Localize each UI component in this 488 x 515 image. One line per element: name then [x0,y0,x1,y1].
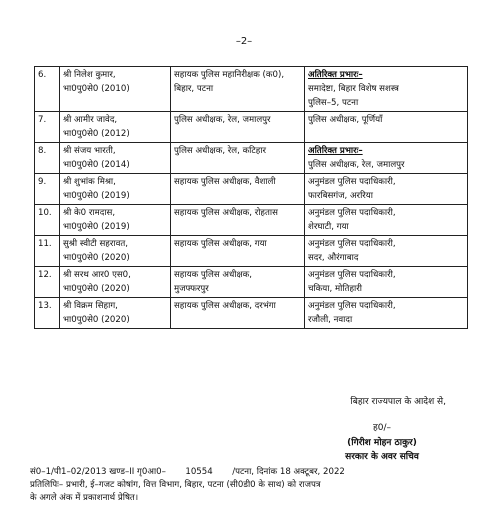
officer-name: श्री शुभांक मिश्रा, [63,177,116,187]
new-posting-line: अनुमंडल पुलिस पदाधिकारी, [308,208,396,218]
new-posting-line: फारबिसगंज, अररिया [308,191,374,201]
officer-service: भा0पु0से0 (2020) [63,253,130,263]
new-posting-line: समादेष्टा, बिहार विशेष सशस्त्र [308,84,399,94]
officer-service: भा0पु0से0 (2020) [63,284,130,294]
current-posting-line: पुलिस अधीक्षक, रेल, जमालपुर [174,115,271,125]
officer-name: श्री सरथ आर0 एस0, [63,270,131,280]
current-posting-cell [171,112,305,143]
officer-name: श्री संजय भारती, [63,146,116,156]
serial-number: 12. [38,270,52,280]
current-posting-cell [171,205,305,236]
officer-cell [60,174,171,205]
current-posting-line: सहायक पुलिस महानिरीक्षक (क0), [174,70,285,80]
new-posting-cell [305,112,468,143]
officer-service: भा0पु0से0 (2019) [63,222,130,232]
officer-service: भा0पु0से0 (2014) [63,160,130,170]
memo-block [30,466,470,505]
serial-number: 10. [38,208,52,218]
serial-cell [35,174,60,205]
officer-service: भा0पु0से0 (2012) [63,129,130,139]
table-row [35,143,468,174]
table-row [35,174,468,205]
table-row [35,298,468,329]
table-row [35,236,468,267]
signatory-name: (गिरीश मोहन ठाकुर) [347,438,417,448]
officer-cell [60,267,171,298]
new-posting-line: रजौली, नवादा [308,315,353,325]
new-posting-line: पुलिस–5, पटना [308,98,359,108]
new-posting-line: चकिया, मोतिहारी [308,284,362,294]
copy-line-1: प्रतिलिपिः– प्रभारी, ई–गजट कोषांग, वित्त विभाग, बिहार, पटना (सी0डी0 के साथ) को राजपत्र [30,480,321,490]
new-posting-line: शेरघाटी, गया [308,222,349,232]
serial-cell [35,267,60,298]
current-posting-line: सहायक पुलिस अधीक्षक, [174,270,252,280]
new-posting-cell [305,67,468,112]
serial-number: 11. [38,239,52,249]
serial-number: 13. [38,301,52,311]
table-row [35,267,468,298]
current-posting-line: बिहार, पटना [174,84,214,94]
current-posting-line: मुजफ्फरपुर [174,284,209,294]
new-posting-cell [305,236,468,267]
serial-number: 6. [38,70,47,80]
memo-place-date: /पटना, दिनांक 18 अक्टूबर, 2022 [232,467,345,477]
new-posting-line: अनुमंडल पुलिस पदाधिकारी, [308,177,396,187]
serial-number: 9. [38,177,47,187]
serial-cell [35,236,60,267]
serial-cell [35,205,60,236]
current-posting-cell [171,174,305,205]
new-posting-line: अनुमंडल पुलिस पदाधिकारी, [308,239,396,249]
table-row [35,112,468,143]
new-posting-line: अनुमंडल पुलिस पदाधिकारी, [308,301,396,311]
signatory-designation: सरकार के अवर सचिव [345,452,419,462]
new-posting-cell [305,267,468,298]
officer-name: श्री निलेश कुमार, [63,70,116,80]
officer-name: श्री विक्रम सिहाग, [63,301,118,311]
new-posting-line: सदर, औरंगाबाद [308,253,359,263]
transfer-table [34,66,468,329]
serial-cell [35,112,60,143]
current-posting-line: सहायक पुलिस अधीक्षक, दरभंगा [174,301,276,311]
serial-cell [35,67,60,112]
table-row [35,205,468,236]
new-posting-cell [305,205,468,236]
current-posting-cell [171,298,305,329]
current-posting-cell [171,267,305,298]
officer-cell [60,205,171,236]
current-posting-cell [171,67,305,112]
new-posting-line: पुलिस अधीक्षक, रेल, जमालपुर [308,160,405,170]
order-line: बिहार राज्यपाल के आदेश से, [350,397,446,407]
page-number: –2– [235,36,253,47]
memo-reference: सं0–1/पी1–02/2013 खण्ड–II गृ0आ0– [30,467,166,477]
additional-charge-label: अतिरिक्त प्रभारः– [308,146,363,156]
officer-cell [60,236,171,267]
table-row [35,67,468,112]
officer-name: श्री के0 रामदास, [63,208,116,218]
serial-number: 8. [38,146,47,156]
officer-service: भा0पु0से0 (2010) [63,84,130,94]
new-posting-cell [305,143,468,174]
officer-service: भा0पु0से0 (2020) [63,315,130,325]
serial-number: 7. [38,115,47,125]
copy-line-2: के अगले अंक में प्रकाशनार्थ प्रेषित। [30,493,139,503]
signature-mark: ह0/– [372,423,392,433]
current-posting-line: पुलिस अधीक्षक, रेल, कटिहार [174,146,267,156]
officer-name: सुश्री स्वीटी सहरावत, [63,239,129,249]
new-posting-line: पुलिस अधीक्षक, पूर्णियाँ [308,115,383,125]
officer-cell [60,67,171,112]
officer-cell [60,143,171,174]
current-posting-line: सहायक पुलिस अधीक्षक, गया [174,239,267,249]
current-posting-line: सहायक पुलिस अधीक्षक, रोहतास [174,208,278,218]
officer-service: भा0पु0से0 (2019) [63,191,130,201]
memo-number: 10554 [185,467,213,477]
current-posting-cell [171,143,305,174]
officer-cell [60,112,171,143]
current-posting-line: सहायक पुलिस अधीक्षक, वैशाली [174,177,276,187]
additional-charge-label: अतिरिक्त प्रभारः– [308,70,363,80]
serial-cell [35,298,60,329]
serial-cell [35,143,60,174]
officer-cell [60,298,171,329]
new-posting-line: अनुमंडल पुलिस पदाधिकारी, [308,270,396,280]
new-posting-cell [305,298,468,329]
officer-name: श्री आमीर जावेद, [63,115,118,125]
new-posting-cell [305,174,468,205]
current-posting-cell [171,236,305,267]
